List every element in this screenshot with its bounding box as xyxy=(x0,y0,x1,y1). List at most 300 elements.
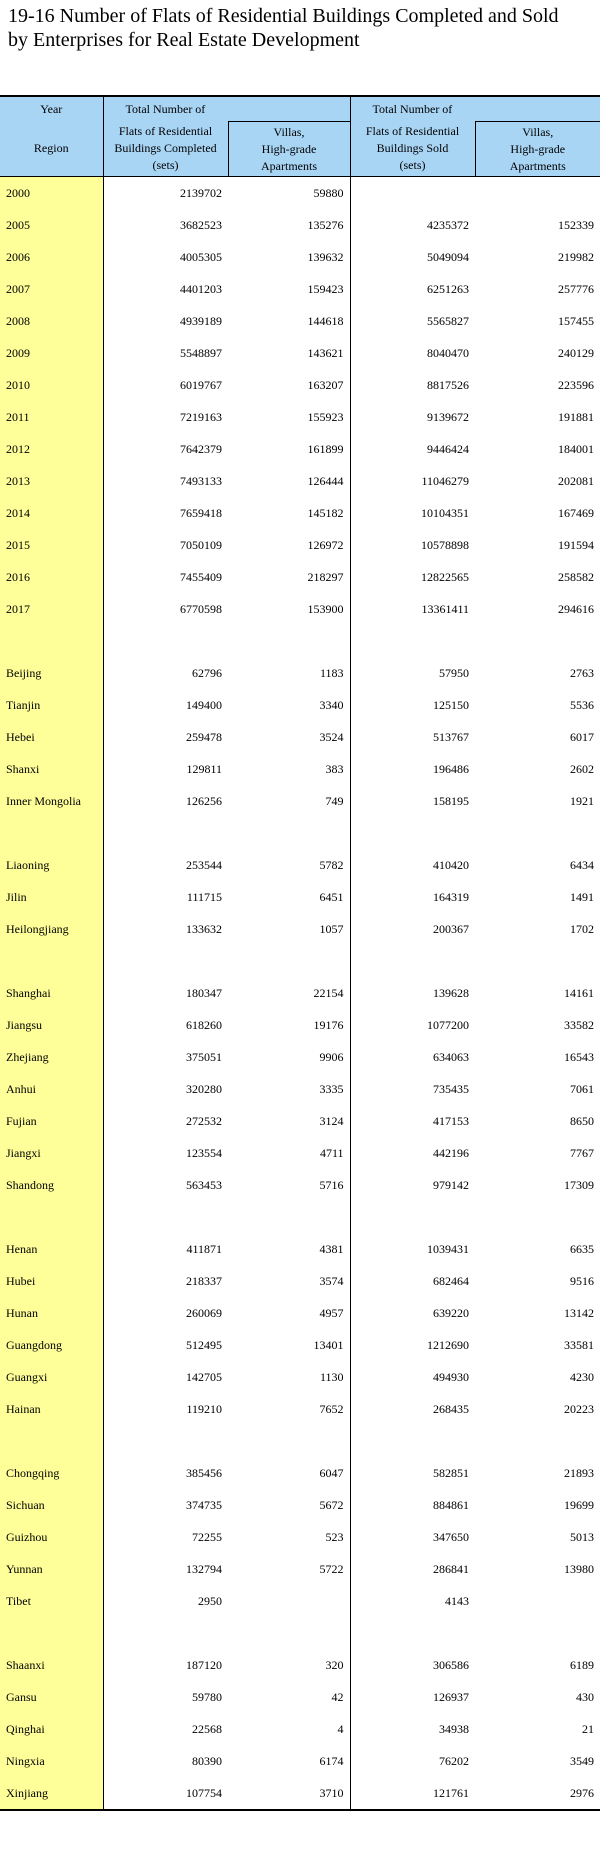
completed-total-cell: 132794 xyxy=(103,1553,228,1585)
header-year: Year xyxy=(0,96,103,122)
completed-total-cell: 7642379 xyxy=(103,433,228,465)
spacer-cell xyxy=(228,1201,350,1233)
completed-total-cell: 111715 xyxy=(103,881,228,913)
completed-villas-cell: 139632 xyxy=(307,249,344,264)
sold-villas-cell: 219982 xyxy=(558,249,594,264)
row-label-cell: Qinghai xyxy=(0,1713,103,1745)
spacer-cell xyxy=(350,945,475,977)
sold-total-cell: 126937 xyxy=(350,1681,475,1713)
sold-total-cell: 125150 xyxy=(350,689,475,721)
completed-total-cell: 22568 xyxy=(103,1713,228,1745)
table-row xyxy=(0,337,600,369)
data-table xyxy=(0,95,600,1811)
spacer-cell xyxy=(350,1201,475,1233)
sold-total-cell: 306586 xyxy=(350,1649,475,1681)
completed-total-cell: 7455409 xyxy=(103,561,228,593)
completed-villas-cell: 5716 xyxy=(319,1177,344,1192)
header-completed-total-line-2: Flats of Residential xyxy=(118,124,213,139)
sold-total-cell: 582851 xyxy=(350,1457,475,1489)
completed-total-cell: 4939189 xyxy=(103,305,228,337)
row-label-cell: Ningxia xyxy=(0,1745,103,1777)
header-sold-total xyxy=(350,122,475,177)
sold-total-cell: 347650 xyxy=(350,1521,475,1553)
row-label-cell: 2017 xyxy=(0,593,103,625)
completed-total-cell: 80390 xyxy=(103,1745,228,1777)
table-row xyxy=(0,1265,600,1297)
row-label-cell: 2005 xyxy=(0,209,103,241)
table-row xyxy=(0,881,600,913)
completed-villas-cell: 135276 xyxy=(307,217,344,232)
sold-villas-cell: 1921 xyxy=(570,793,594,808)
sold-total-cell: 139628 xyxy=(350,977,475,1009)
completed-villas-cell: 145182 xyxy=(307,505,344,520)
sold-villas-cell: 167469 xyxy=(558,505,594,520)
completed-total-cell: 133632 xyxy=(103,913,228,945)
sold-villas-cell: 5536 xyxy=(570,697,594,712)
sold-total-cell: 5565827 xyxy=(350,305,475,337)
sold-total-cell: 682464 xyxy=(350,1265,475,1297)
table-row xyxy=(0,1393,600,1425)
table-row xyxy=(0,305,600,337)
completed-villas-cell: 5672 xyxy=(319,1497,344,1512)
completed-villas-cell: 1057 xyxy=(319,921,344,936)
header-sold-villas xyxy=(475,122,600,177)
completed-total-cell: 563453 xyxy=(103,1169,228,1201)
sold-total-cell: 410420 xyxy=(350,849,475,881)
spacer-cell xyxy=(0,1617,103,1649)
row-label-cell: 2010 xyxy=(0,369,103,401)
sold-total-cell: 4235372 xyxy=(350,209,475,241)
sold-total-cell: 639220 xyxy=(350,1297,475,1329)
completed-total-cell: 6019767 xyxy=(103,369,228,401)
sold-villas-cell: 7061 xyxy=(570,1081,594,1096)
completed-total-cell: 3682523 xyxy=(103,209,228,241)
row-label-cell: Zhejiang xyxy=(0,1041,103,1073)
completed-total-cell: 411871 xyxy=(103,1233,228,1265)
sold-villas-cell: 7767 xyxy=(570,1145,594,1160)
completed-total-cell: 142705 xyxy=(103,1361,228,1393)
sold-total-cell: 158195 xyxy=(350,785,475,817)
table-title-line-1: 19-16 Number of Flats of Residential Buildings Completed and Sold xyxy=(8,5,559,27)
sold-villas-cell: 3549 xyxy=(570,1753,594,1768)
row-label-cell: Guizhou xyxy=(0,1521,103,1553)
header-completed-villas-line-1: Villas, xyxy=(273,124,305,139)
sold-villas-cell: 2976 xyxy=(475,1777,600,1810)
header-completed-total xyxy=(103,122,228,177)
sold-total-cell: 5049094 xyxy=(350,241,475,273)
sold-villas-cell: 6434 xyxy=(570,857,594,872)
sold-villas-cell: 240129 xyxy=(558,345,594,360)
row-label-cell: Guangxi xyxy=(0,1361,103,1393)
sold-villas-cell: 17309 xyxy=(564,1177,594,1192)
row-label-cell: Shanxi xyxy=(0,753,103,785)
header-completed-villas-line-3: Apartments xyxy=(261,158,317,173)
completed-total-cell: 7659418 xyxy=(103,497,228,529)
spacer-cell xyxy=(228,625,350,657)
completed-total-cell: 6770598 xyxy=(103,593,228,625)
sold-villas-cell: 21 xyxy=(582,1721,594,1736)
spacer-row xyxy=(0,945,600,977)
completed-villas-cell: 4711 xyxy=(319,1145,344,1160)
header-completed-villas xyxy=(228,122,350,177)
completed-villas-cell: 1130 xyxy=(319,1369,344,1384)
row-label-cell: Hubei xyxy=(0,1265,103,1297)
sold-villas-cell: 223596 xyxy=(558,377,594,392)
completed-total-cell: 4005305 xyxy=(103,241,228,273)
completed-villas-cell: 3524 xyxy=(319,729,344,744)
header-completed-total-line-1: Total Number of xyxy=(103,96,350,122)
completed-total-cell: 187120 xyxy=(103,1649,228,1681)
spacer-cell xyxy=(0,1425,103,1457)
table-row xyxy=(0,273,600,305)
completed-villas-cell: 5782 xyxy=(319,857,344,872)
table-row xyxy=(0,401,600,433)
row-label-cell: Jilin xyxy=(0,881,103,913)
row-label-cell: 2014 xyxy=(0,497,103,529)
sold-villas-cell: 8650 xyxy=(570,1113,594,1128)
table-row xyxy=(0,913,600,945)
sold-villas-cell: 16543 xyxy=(564,1049,594,1064)
completed-total-cell: 2139702 xyxy=(103,177,228,210)
sold-villas-cell: 5013 xyxy=(570,1529,594,1544)
completed-villas-cell: 13401 xyxy=(313,1337,344,1352)
sold-total-cell: 9139672 xyxy=(350,401,475,433)
completed-villas-cell: 4 xyxy=(337,1721,344,1736)
sold-total-cell: 9446424 xyxy=(350,433,475,465)
header-sold-villas-line-1: Villas, xyxy=(522,124,554,139)
sold-total-cell: 979142 xyxy=(350,1169,475,1201)
table-row xyxy=(0,657,600,689)
completed-total-cell: 375051 xyxy=(103,1041,228,1073)
completed-villas-cell: 6451 xyxy=(319,889,344,904)
completed-villas-cell: 126972 xyxy=(307,537,344,552)
sold-total-cell: 513767 xyxy=(350,721,475,753)
header-sold-villas-line-3: Apartments xyxy=(509,158,566,173)
row-label-cell: 2009 xyxy=(0,337,103,369)
completed-villas-cell: 218297 xyxy=(307,569,344,584)
table-row xyxy=(0,1553,600,1585)
sold-total-cell: 1039431 xyxy=(350,1233,475,1265)
header-completed-villas-line-2: High-grade xyxy=(261,141,317,156)
sold-total-cell: 10578898 xyxy=(350,529,475,561)
sold-villas-cell: 2763 xyxy=(570,665,594,680)
completed-villas-cell: 42 xyxy=(331,1689,344,1704)
table-title-line-2: by Enterprises for Real Estate Development xyxy=(8,29,360,51)
completed-villas-cell: 9906 xyxy=(319,1049,344,1064)
completed-villas-cell: 6174 xyxy=(319,1753,344,1768)
table-row xyxy=(0,785,600,817)
spacer-cell xyxy=(475,1617,600,1649)
header-sold-villas-line-2: High-grade xyxy=(510,141,566,156)
spacer-cell xyxy=(103,1201,228,1233)
row-label-cell: Jiangxi xyxy=(0,1137,103,1169)
completed-villas-cell: 144618 xyxy=(307,313,344,328)
sold-total-cell: 1212690 xyxy=(350,1329,475,1361)
completed-villas-cell: 159423 xyxy=(307,281,344,296)
table-row xyxy=(0,241,600,273)
row-label-cell: Henan xyxy=(0,1233,103,1265)
table-row xyxy=(0,1073,600,1105)
spacer-cell xyxy=(103,945,228,977)
completed-villas-cell: 4957 xyxy=(319,1305,344,1320)
completed-total-cell: 72255 xyxy=(103,1521,228,1553)
table-row xyxy=(0,433,600,465)
header-completed-total-line-4: (sets) xyxy=(152,158,179,173)
spacer-cell xyxy=(103,625,228,657)
sold-total-cell: 57950 xyxy=(350,657,475,689)
spacer-cell xyxy=(350,1425,475,1457)
table-row xyxy=(0,1169,600,1201)
sold-villas-cell: 14161 xyxy=(564,985,594,1000)
row-label-cell: Xinjiang xyxy=(0,1777,103,1810)
spacer-cell xyxy=(475,945,600,977)
table-row xyxy=(0,1649,600,1681)
row-label-cell: Shandong xyxy=(0,1169,103,1201)
sold-total-cell xyxy=(350,177,475,210)
spacer-row xyxy=(0,625,600,657)
sold-villas-cell: 1491 xyxy=(570,889,594,904)
completed-villas-cell: 4381 xyxy=(319,1241,344,1256)
completed-villas-cell: 3574 xyxy=(319,1273,344,1288)
completed-total-cell: 7050109 xyxy=(103,529,228,561)
sold-total-cell: 121761 xyxy=(350,1777,475,1810)
completed-villas-cell: 22154 xyxy=(313,985,344,1000)
table-row xyxy=(0,849,600,881)
table-title xyxy=(8,4,592,52)
completed-villas-cell: 5722 xyxy=(319,1561,344,1576)
completed-total-cell: 618260 xyxy=(103,1009,228,1041)
data-table-container xyxy=(0,95,600,1811)
spacer-cell xyxy=(0,625,103,657)
completed-total-cell: 385456 xyxy=(103,1457,228,1489)
sold-villas-cell: 6635 xyxy=(570,1241,594,1256)
sold-total-cell: 12822565 xyxy=(350,561,475,593)
spacer-row xyxy=(0,1617,600,1649)
sold-villas-cell: 1702 xyxy=(570,921,594,936)
completed-villas-cell: 6047 xyxy=(319,1465,344,1480)
completed-total-cell: 62796 xyxy=(103,657,228,689)
table-row xyxy=(0,1585,600,1617)
sold-villas-cell: 2602 xyxy=(570,761,594,776)
table-row xyxy=(0,369,600,401)
table-row xyxy=(0,1457,600,1489)
sold-villas-cell: 157455 xyxy=(558,313,594,328)
sold-total-cell: 1077200 xyxy=(350,1009,475,1041)
spacer-cell xyxy=(0,945,103,977)
header-region: Region xyxy=(0,122,103,177)
completed-total-cell: 259478 xyxy=(103,721,228,753)
sold-villas-cell: 257776 xyxy=(558,281,594,296)
completed-villas-cell: 155923 xyxy=(307,409,344,424)
spacer-cell xyxy=(103,1425,228,1457)
row-label-cell: Jiangsu xyxy=(0,1009,103,1041)
sold-total-cell: 4143 xyxy=(350,1585,475,1617)
table-row xyxy=(0,1297,600,1329)
spacer-cell xyxy=(350,625,475,657)
table-row xyxy=(0,177,600,210)
completed-villas-cell: 3124 xyxy=(319,1113,344,1128)
sold-villas-cell: 258582 xyxy=(558,569,594,584)
table-row xyxy=(0,1745,600,1777)
spacer-cell xyxy=(228,945,350,977)
row-label-cell: Hebei xyxy=(0,721,103,753)
sold-villas-cell: 19699 xyxy=(564,1497,594,1512)
table-row xyxy=(0,753,600,785)
sold-total-cell: 286841 xyxy=(350,1553,475,1585)
row-label-cell: Inner Mongolia xyxy=(0,785,103,817)
completed-villas-cell: 749 xyxy=(325,793,344,808)
spacer-cell xyxy=(475,1201,600,1233)
spacer-cell xyxy=(475,625,600,657)
sold-villas-cell: 152339 xyxy=(558,217,594,232)
completed-villas-cell: 523 xyxy=(325,1529,344,1544)
row-label-cell: 2012 xyxy=(0,433,103,465)
completed-total-cell: 119210 xyxy=(103,1393,228,1425)
completed-total-cell: 59780 xyxy=(103,1681,228,1713)
row-label-cell: Anhui xyxy=(0,1073,103,1105)
row-label-cell: 2000 xyxy=(0,177,103,210)
sold-villas-cell: 4230 xyxy=(570,1369,594,1384)
sold-villas-cell: 33582 xyxy=(564,1017,594,1032)
completed-total-cell: 123554 xyxy=(103,1137,228,1169)
sold-total-cell: 200367 xyxy=(350,913,475,945)
spacer-cell xyxy=(228,1425,350,1457)
table-row xyxy=(0,721,600,753)
sold-villas-cell: 191881 xyxy=(558,409,594,424)
completed-villas-cell: 383 xyxy=(325,761,344,776)
header-sold-total-line-2: Flats of Residential xyxy=(365,124,460,139)
completed-total-cell: 2950 xyxy=(103,1585,228,1617)
sold-villas-cell xyxy=(475,177,600,210)
sold-villas-cell: 191594 xyxy=(558,537,594,552)
row-label-cell: 2011 xyxy=(0,401,103,433)
completed-total-cell: 218337 xyxy=(103,1265,228,1297)
completed-villas-cell xyxy=(228,1585,350,1617)
completed-villas-cell: 3340 xyxy=(319,697,344,712)
row-label-cell: Liaoning xyxy=(0,849,103,881)
spacer-cell xyxy=(350,817,475,849)
spacer-cell xyxy=(228,1617,350,1649)
row-label-cell: Sichuan xyxy=(0,1489,103,1521)
row-label-cell: 2016 xyxy=(0,561,103,593)
table-row xyxy=(0,977,600,1009)
sold-villas-cell: 430 xyxy=(576,1689,594,1704)
row-label-cell: 2015 xyxy=(0,529,103,561)
completed-villas-cell: 59880 xyxy=(313,185,344,200)
completed-total-cell: 180347 xyxy=(103,977,228,1009)
table-row xyxy=(0,1041,600,1073)
sold-total-cell: 268435 xyxy=(350,1393,475,1425)
sold-total-cell: 634063 xyxy=(350,1041,475,1073)
sold-villas-cell: 294616 xyxy=(558,601,594,616)
completed-villas-cell: 126444 xyxy=(307,473,344,488)
completed-villas-cell: 3710 xyxy=(228,1777,350,1810)
header-completed-total-line-3: Buildings Completed xyxy=(114,141,217,156)
spacer-cell xyxy=(228,817,350,849)
row-label-cell: Chongqing xyxy=(0,1457,103,1489)
table-row xyxy=(0,1233,600,1265)
table-row xyxy=(0,1521,600,1553)
completed-total-cell: 129811 xyxy=(103,753,228,785)
table-row xyxy=(0,1713,600,1745)
completed-villas-cell: 161899 xyxy=(307,441,344,456)
spacer-row xyxy=(0,817,600,849)
sold-villas-cell: 202081 xyxy=(558,473,594,488)
table-row xyxy=(0,561,600,593)
completed-total-cell: 260069 xyxy=(103,1297,228,1329)
spacer-row xyxy=(0,1425,600,1457)
completed-villas-cell: 3335 xyxy=(319,1081,344,1096)
completed-total-cell: 126256 xyxy=(103,785,228,817)
header-sold-total-line-3: Buildings Sold xyxy=(376,141,449,156)
spacer-cell xyxy=(103,1617,228,1649)
completed-villas-cell: 143621 xyxy=(307,345,344,360)
row-label-cell: 2007 xyxy=(0,273,103,305)
sold-villas-cell: 13980 xyxy=(564,1561,594,1576)
sold-total-cell: 196486 xyxy=(350,753,475,785)
spacer-row xyxy=(0,1201,600,1233)
table-row xyxy=(0,529,600,561)
sold-villas-cell: 20223 xyxy=(564,1401,594,1416)
row-label-cell: Yunnan xyxy=(0,1553,103,1585)
row-label-cell: Fujian xyxy=(0,1105,103,1137)
table-row xyxy=(0,1329,600,1361)
row-label-cell: Gansu xyxy=(0,1681,103,1713)
row-label-cell: Hainan xyxy=(0,1393,103,1425)
sold-total-cell: 164319 xyxy=(350,881,475,913)
sold-villas-cell: 13142 xyxy=(564,1305,594,1320)
completed-villas-cell: 153900 xyxy=(307,601,344,616)
spacer-cell xyxy=(0,817,103,849)
header-sold-total-line-4: (sets) xyxy=(399,158,426,173)
sold-villas-cell: 33581 xyxy=(564,1337,594,1352)
spacer-cell xyxy=(350,1617,475,1649)
table-row xyxy=(0,689,600,721)
row-label-cell: Shanghai xyxy=(0,977,103,1009)
row-label-cell: 2013 xyxy=(0,465,103,497)
sold-villas-cell: 21893 xyxy=(564,1465,594,1480)
table-row xyxy=(0,1681,600,1713)
sold-villas-cell: 6189 xyxy=(570,1657,594,1672)
sold-total-cell: 76202 xyxy=(350,1745,475,1777)
completed-villas-cell: 7652 xyxy=(319,1401,344,1416)
row-label-cell: 2006 xyxy=(0,241,103,273)
spacer-cell xyxy=(103,817,228,849)
sold-total-cell: 10104351 xyxy=(350,497,475,529)
completed-villas-cell: 163207 xyxy=(307,377,344,392)
spacer-cell xyxy=(0,1201,103,1233)
completed-total-cell: 512495 xyxy=(103,1329,228,1361)
sold-villas-cell: 9516 xyxy=(570,1273,594,1288)
sold-villas-cell xyxy=(475,1585,600,1617)
header-sold-total-line-1: Total Number of xyxy=(350,96,600,122)
completed-total-cell: 253544 xyxy=(103,849,228,881)
table-body xyxy=(0,177,600,1811)
table-row xyxy=(0,209,600,241)
row-label-cell: 2008 xyxy=(0,305,103,337)
row-label-cell: Guangdong xyxy=(0,1329,103,1361)
completed-total-cell: 272532 xyxy=(103,1105,228,1137)
table-row xyxy=(0,1489,600,1521)
sold-total-cell: 11046279 xyxy=(350,465,475,497)
table-row xyxy=(0,1009,600,1041)
table-header xyxy=(0,96,600,177)
completed-villas-cell: 19176 xyxy=(313,1017,344,1032)
spacer-cell xyxy=(475,1425,600,1457)
sold-total-cell: 442196 xyxy=(350,1137,475,1169)
spacer-cell xyxy=(475,817,600,849)
sold-total-cell: 8040470 xyxy=(350,337,475,369)
